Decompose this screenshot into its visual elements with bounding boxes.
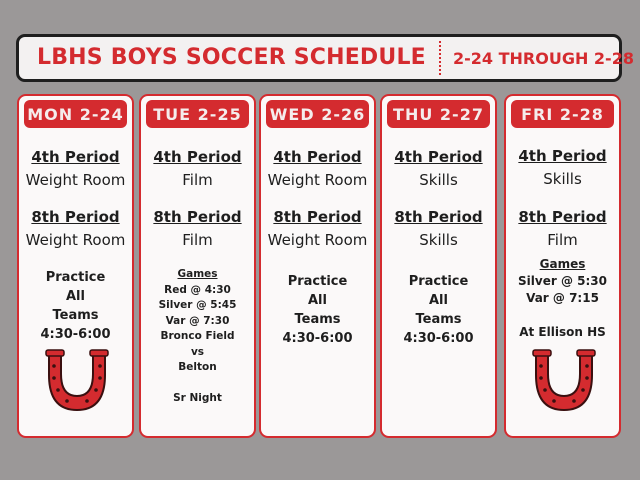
- header-banner: [16, 34, 634, 82]
- day-card-friday: [504, 94, 621, 438]
- note-line: Teams: [52, 308, 99, 323]
- practice-note: [261, 272, 374, 348]
- day-card-monday: [17, 94, 134, 438]
- note-line: At Ellison HS: [519, 325, 606, 339]
- note-line: Red @ 4:30: [164, 283, 231, 296]
- activity-text: Film: [182, 231, 213, 249]
- day-label: TUE 2-25: [146, 100, 249, 128]
- note-line: All: [308, 293, 327, 308]
- note-line: Silver @ 5:30: [518, 274, 607, 288]
- horseshoe-icon: [39, 348, 115, 414]
- note-line: Sr Night: [173, 392, 222, 404]
- period-label: 4th Period: [153, 148, 242, 166]
- note-line: Bronco Field: [160, 330, 235, 342]
- note-line: Silver @ 5:45: [158, 299, 237, 311]
- practice-note: [19, 268, 132, 344]
- header-divider: [439, 41, 441, 75]
- period-label: 4th Period: [518, 147, 607, 165]
- note-line: Practice: [408, 274, 469, 289]
- activity-text: Skills: [543, 170, 582, 188]
- date-range: 2-24 THROUGH 2-28: [453, 49, 634, 68]
- period-label: 8th Period: [273, 208, 362, 226]
- note-line: Teams: [415, 312, 462, 327]
- period-label: 8th Period: [394, 208, 483, 226]
- day-label: FRI 2-28: [511, 100, 614, 128]
- note-line: All: [429, 293, 448, 308]
- period-label: 4th Period: [273, 148, 362, 166]
- activity-text: Weight Room: [267, 231, 368, 249]
- note-line: Belton: [178, 361, 217, 373]
- activity-text: Skills: [419, 171, 458, 189]
- period-label: 4th Period: [394, 148, 483, 166]
- activity-text: Weight Room: [25, 171, 126, 189]
- day-label: THU 2-27: [387, 100, 490, 128]
- games-label: Games: [177, 268, 218, 280]
- note-line: Practice: [45, 270, 106, 285]
- activity-text: Film: [182, 171, 213, 189]
- note-line: 4:30-6:00: [403, 331, 474, 346]
- note-line: Teams: [294, 312, 341, 327]
- activity-text: Weight Room: [267, 171, 368, 189]
- page-title: LBHS BOYS SOCCER SCHEDULE: [37, 45, 426, 70]
- horseshoe-icon: [526, 348, 602, 414]
- note-line: 4:30-6:00: [40, 327, 111, 342]
- note-line: 4:30-6:00: [282, 331, 353, 346]
- games-note: [141, 267, 254, 407]
- note-line: Var @ 7:30: [165, 314, 230, 327]
- note-line: All: [66, 289, 85, 304]
- note-line: Practice: [287, 274, 348, 289]
- period-label: 4th Period: [31, 148, 120, 166]
- activity-text: Film: [547, 231, 578, 249]
- games-label: Games: [539, 257, 586, 271]
- note-line: vs: [190, 345, 205, 358]
- period-label: 8th Period: [153, 208, 242, 226]
- note-spacer: [141, 376, 254, 392]
- period-label: 8th Period: [31, 208, 120, 226]
- activity-text: Weight Room: [25, 231, 126, 249]
- note-spacer: [506, 307, 619, 324]
- games-note: [506, 256, 619, 341]
- day-card-thursday: [380, 94, 497, 438]
- practice-note: [382, 272, 495, 348]
- note-line: Var @ 7:15: [526, 291, 599, 305]
- day-label: WED 2-26: [266, 100, 369, 128]
- period-label: 8th Period: [518, 208, 607, 226]
- day-card-wednesday: [259, 94, 376, 438]
- day-label: MON 2-24: [24, 100, 127, 128]
- day-card-tuesday: [139, 94, 256, 438]
- activity-text: Skills: [419, 231, 458, 249]
